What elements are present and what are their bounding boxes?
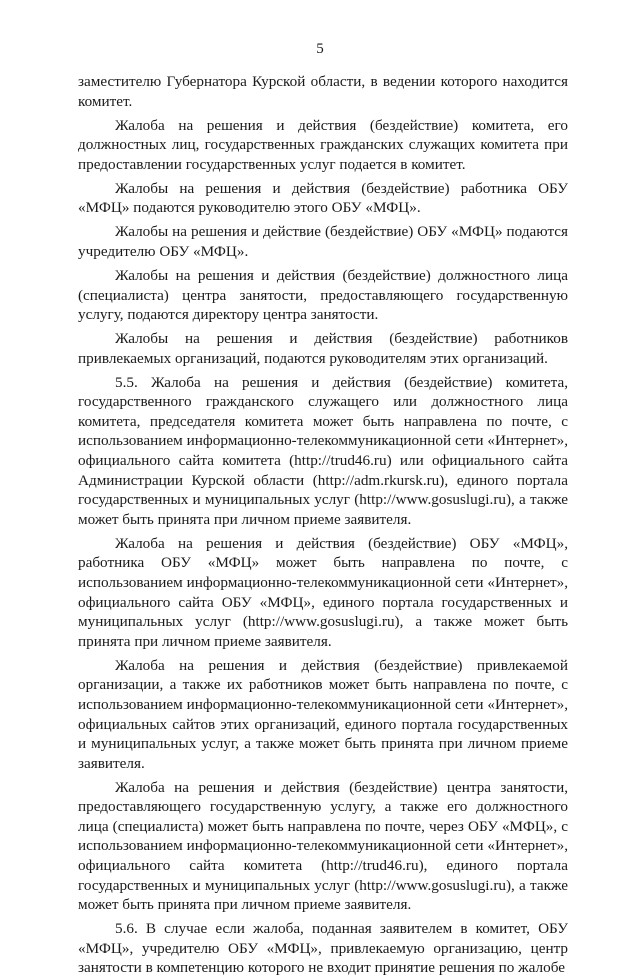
paragraph-9: Жалоба на решения и действия (бездействие) привлекаемой организации, а также их работников может быть направлена по почте, с использованием информационно-телекоммуникационной сети «Интернет», официальных сайтов этих организаций, единого портала государственных и муниципальных услуг, а также может быть принята при личном приеме заявителя. bbox=[78, 656, 568, 772]
paragraph-4: Жалобы на решения и действие (бездействие) ОБУ «МФЦ» подаются учредителю ОБУ «МФЦ». bbox=[78, 223, 568, 260]
document-body bbox=[78, 72, 568, 978]
paragraph-7: 5.5. Жалоба на решения и действия (бездействие) комитета, государственного гражданского служащего или должностного лица комитета, председателя комитета может быть направлена по почте, с использованием информационно-телекоммуникационной сети «Интернет», официального сайта комитета (http://trud46.ru) или официального сайта Администрации Курской области (http://adm.rkursk.ru), единого портала государственных и муниципальных услуг (http://www.gosuslugi.ru), а также может быть принята при личном приеме заявителя. bbox=[78, 373, 568, 528]
paragraph-8: Жалоба на решения и действия (бездействие) ОБУ «МФЦ», работника ОБУ «МФЦ» может быть направлена по почте, с использованием информационно-телекоммуникационной сети «Интернет», официального сайта ОБУ «МФЦ», единого портала государственных и муниципальных услуг (http://www.gosuslugi.ru), а также может быть принята при личном приеме заявителя. bbox=[78, 534, 568, 650]
paragraph-3: Жалобы на решения и действия (бездействие) работника ОБУ «МФЦ» подаются руководителю этого ОБУ «МФЦ». bbox=[78, 179, 568, 217]
paragraph-6: Жалобы на решения и действия (бездействие) работников привлекаемых организаций, подаются руководителям этих организаций. bbox=[78, 330, 568, 367]
paragraph-10: Жалоба на решения и действия (бездействие) центра занятости, предоставляющего государственную услугу, а также его должностного лица (специалиста) может быть направлена по почте, через ОБУ «МФЦ», с использованием информационно-телекоммуникационной сети «Интернет», официального сайта комитета (http://trud46.ru), единого портала государственных и муниципальных услуг (http://www.gosuslugi.ru), а также может быть принята при личном приеме заявителя. bbox=[78, 778, 568, 914]
paragraph-1: заместителю Губернатора Курской области, в ведении которого находится комитет. bbox=[78, 73, 568, 110]
paragraph-2: Жалоба на решения и действия (бездействие) комитета, его должностных лиц, государственных гражданских служащих комитета при предоставлении государственных услуг подается в комитет. bbox=[78, 116, 568, 173]
paragraph-11: 5.6. В случае если жалоба, поданная заявителем в комитет, ОБУ «МФЦ», учредителю ОБУ «МФЦ», привлекаемую организацию, центр занятости в компетенцию которого не входит принятие решения по жалобе bbox=[78, 920, 568, 977]
paragraph-5: Жалобы на решения и действия (бездействие) должностного лица (специалиста) центра занятости, предоставляющего государственную услугу, подаются директору центра занятости. bbox=[78, 266, 568, 324]
page-number: 5 bbox=[316, 41, 324, 57]
